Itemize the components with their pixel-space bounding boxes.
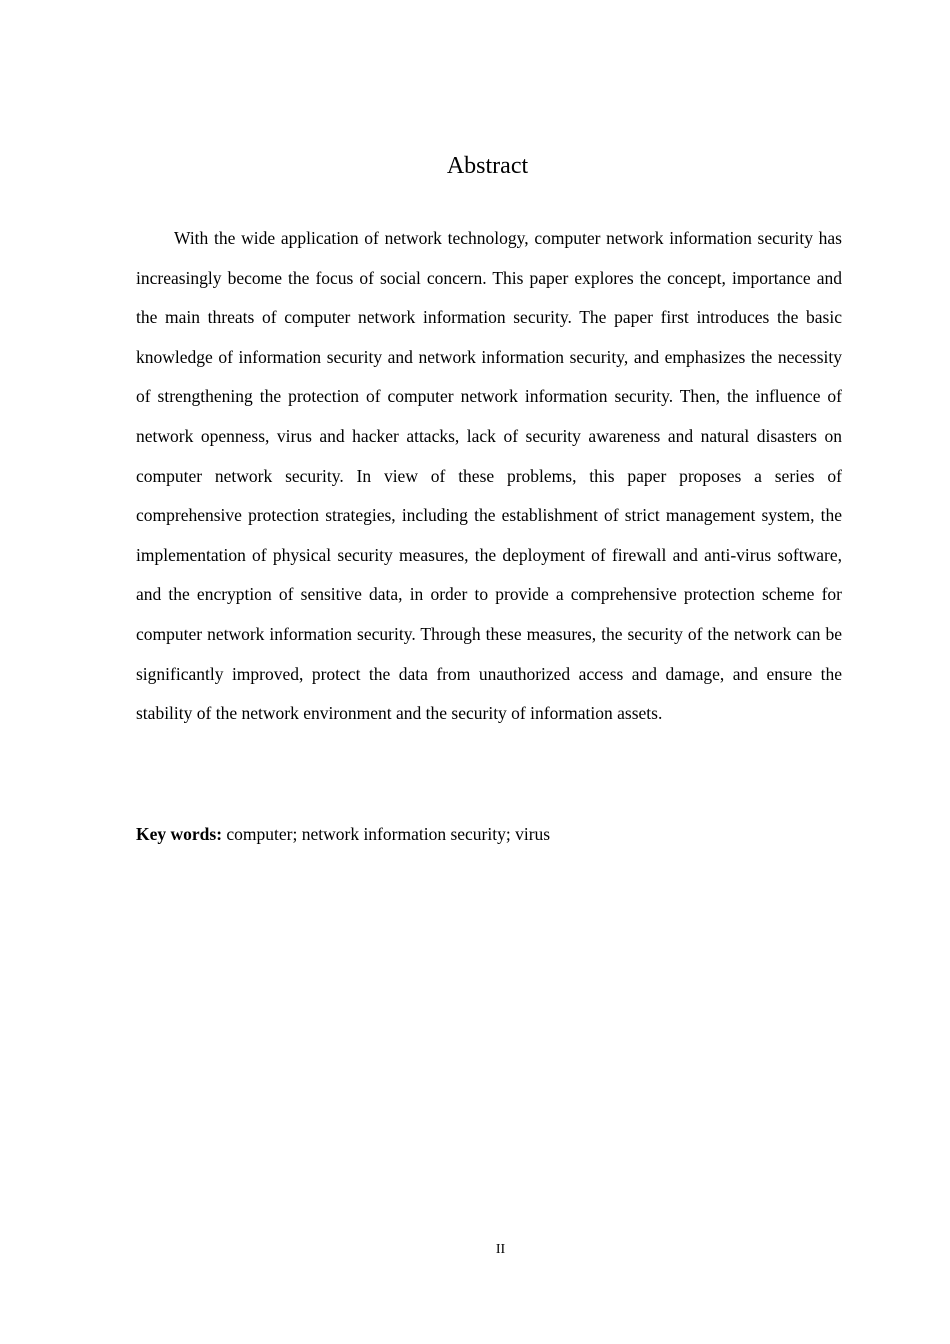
keywords-text: computer; network information security; virus <box>222 824 551 844</box>
keywords-label: Key words: <box>136 824 223 844</box>
abstract-title: Abstract <box>446 153 529 179</box>
abstract-paragraph: With the wide application of network technology, computer network information security has increasingly become the focus of social concern. This paper explores the concept, importance and the main threats of computer network information security. The paper first introduces the basic knowledge of information security and network information security, and emphasizes the necessity of strengthening the protection of computer network information security. Then, the influence of network openness, virus and hacker attacks, lack of security awareness and natural disasters on computer network security. In view of these problems, this paper proposes a series of comprehensive protection strategies, including the establishment of strict management system, the implementation of physical security measures, the deployment of firewall and anti-virus software, and the encryption of sensitive data, in order to provide a comprehensive protection scheme for computer network information security. Through these measures, the security of the network can be significantly improved, protect the data from unauthorized access and damage, and ensure the stability of the network environment and the security of information assets. <box>136 228 842 724</box>
keywords-line <box>136 818 842 850</box>
page-number: II <box>495 1242 506 1257</box>
